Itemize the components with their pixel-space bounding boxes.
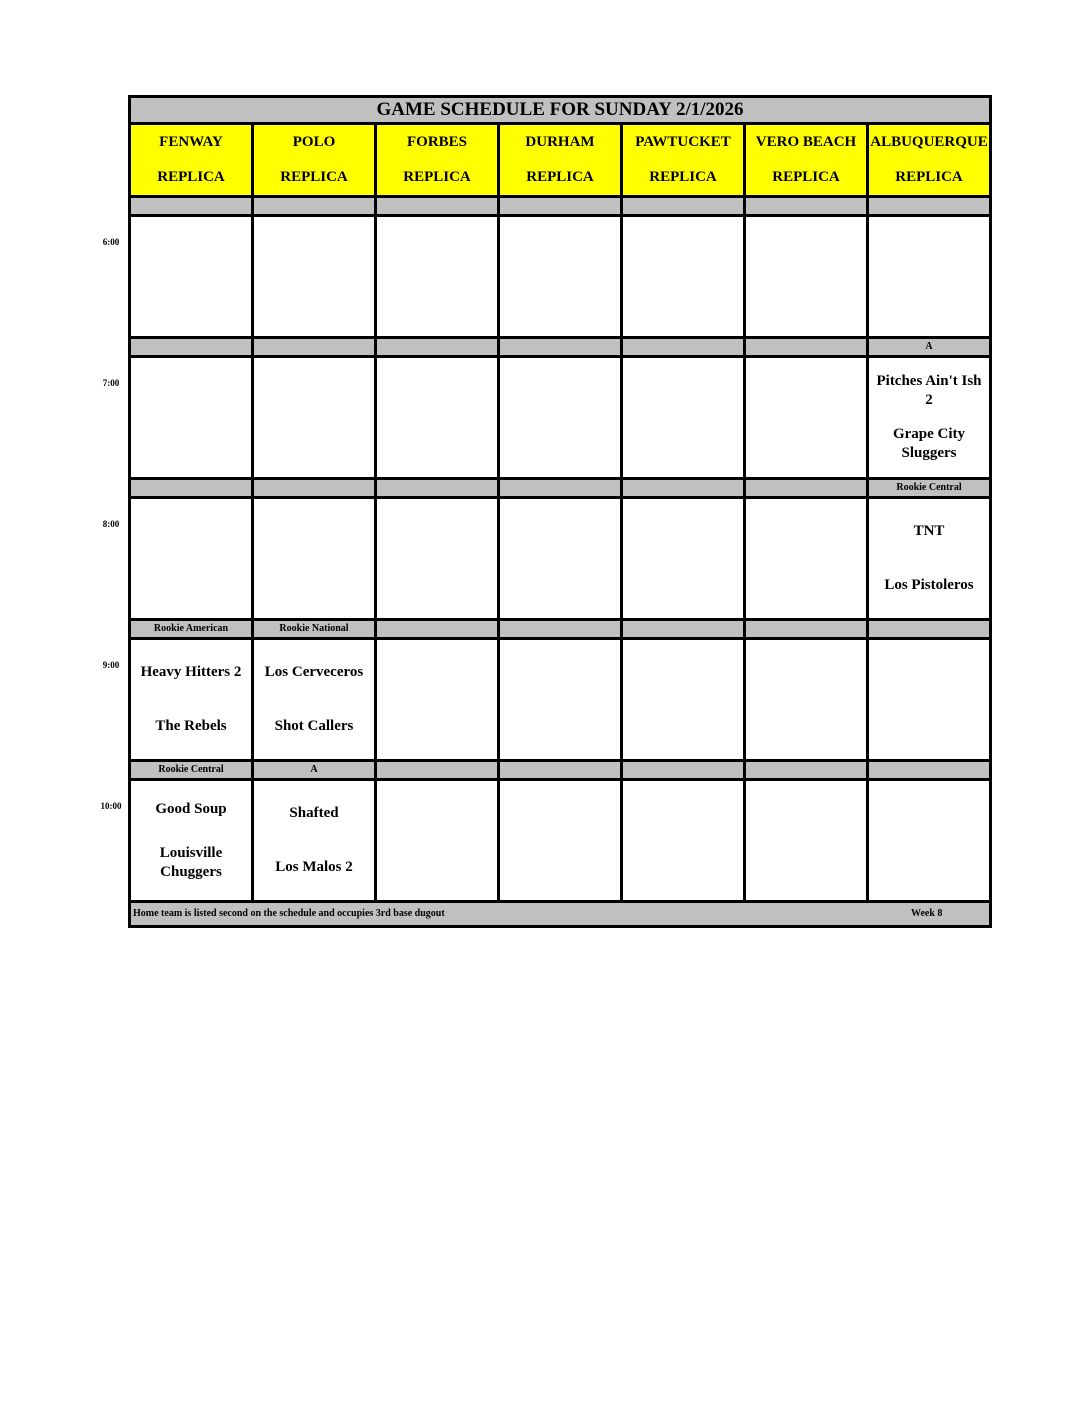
division-label — [500, 621, 620, 640]
division-label: Rookie American — [131, 621, 251, 640]
division-label — [623, 198, 743, 217]
division-label — [131, 480, 251, 499]
game-cell — [500, 499, 620, 621]
field-header — [746, 125, 866, 198]
field-name: POLO — [292, 134, 336, 150]
home-team: Los Pistoleros — [884, 576, 974, 593]
week-label: Week 8 — [911, 908, 943, 919]
away-team: Shafted — [289, 805, 339, 822]
division-label — [377, 339, 497, 358]
field-sub: REPLICA — [280, 169, 348, 185]
division-label: Rookie National — [254, 621, 374, 640]
division-label — [254, 480, 374, 499]
division-label — [623, 762, 743, 781]
division-label — [746, 762, 866, 781]
footer-note: Home team is listed second on the schedule and occupies 3rd base dugout — [133, 908, 445, 919]
game-cell — [131, 499, 251, 621]
schedule-table — [128, 95, 992, 928]
game-cell — [254, 499, 374, 621]
game-cell — [746, 358, 866, 480]
schedule-title: GAME SCHEDULE FOR SUNDAY 2/1/2026 — [131, 98, 989, 125]
division-label — [746, 621, 866, 640]
division-label — [131, 339, 251, 358]
field-header — [623, 125, 743, 198]
home-team: Louisville Chuggers — [159, 844, 223, 880]
division-label — [746, 198, 866, 217]
game-cell — [131, 358, 251, 480]
game-cell — [377, 640, 497, 762]
game-cell — [500, 217, 620, 339]
division-label — [500, 339, 620, 358]
division-label — [377, 198, 497, 217]
game-cell — [254, 358, 374, 480]
game-cell — [377, 358, 497, 480]
game-cell — [869, 358, 989, 480]
field-header — [869, 125, 989, 198]
away-team: Pitches Ain't Ish 2 — [876, 372, 982, 408]
schedule-footer — [131, 903, 989, 925]
field-header — [254, 125, 374, 198]
game-cell — [623, 499, 743, 621]
away-team: Heavy Hitters 2 — [140, 664, 242, 681]
field-name: DURHAM — [525, 134, 595, 150]
division-label — [377, 621, 497, 640]
division-label — [869, 762, 989, 781]
game-cell — [377, 781, 497, 903]
division-label — [869, 198, 989, 217]
game-cell — [500, 358, 620, 480]
field-sub: REPLICA — [649, 169, 717, 185]
time-label: 7:00 — [102, 378, 120, 388]
game-cell — [131, 781, 251, 903]
away-team: Los Cerveceros — [264, 664, 364, 681]
division-label — [377, 480, 497, 499]
division-label — [623, 621, 743, 640]
division-label — [623, 480, 743, 499]
time-label: 10:00 — [100, 801, 122, 811]
field-sub: REPLICA — [895, 169, 963, 185]
game-cell — [500, 640, 620, 762]
game-cell — [377, 499, 497, 621]
home-team: Los Malos 2 — [275, 858, 353, 875]
game-cell — [869, 640, 989, 762]
division-label — [500, 762, 620, 781]
field-header — [500, 125, 620, 198]
division-label — [131, 198, 251, 217]
division-label — [746, 339, 866, 358]
field-sub: REPLICA — [526, 169, 594, 185]
division-label: A — [869, 339, 989, 358]
field-sub: REPLICA — [403, 169, 471, 185]
game-cell — [131, 640, 251, 762]
division-label: Rookie Central — [869, 480, 989, 499]
field-name: FORBES — [406, 134, 467, 150]
division-label — [500, 480, 620, 499]
away-team: Good Soup — [155, 800, 227, 817]
division-label — [377, 762, 497, 781]
game-cell — [623, 640, 743, 762]
field-sub: REPLICA — [157, 169, 225, 185]
home-team: The Rebels — [155, 717, 227, 734]
home-team: Shot Callers — [274, 717, 354, 734]
division-label — [254, 339, 374, 358]
home-team: Grape City Sluggers — [892, 426, 966, 462]
game-cell — [869, 499, 989, 621]
game-cell — [869, 781, 989, 903]
field-header — [131, 125, 251, 198]
game-cell — [746, 217, 866, 339]
game-cell — [254, 217, 374, 339]
time-label: 8:00 — [102, 519, 120, 529]
time-label: 6:00 — [102, 237, 120, 247]
game-cell — [254, 781, 374, 903]
game-cell — [746, 781, 866, 903]
time-label: 9:00 — [102, 660, 120, 670]
division-label — [746, 480, 866, 499]
field-header — [377, 125, 497, 198]
field-name: FENWAY — [159, 134, 223, 150]
game-cell — [254, 640, 374, 762]
field-name: PAWTUCKET — [635, 134, 731, 150]
division-label: A — [254, 762, 374, 781]
division-label — [623, 339, 743, 358]
division-label: Rookie Central — [131, 762, 251, 781]
field-sub: REPLICA — [772, 169, 840, 185]
game-cell — [623, 217, 743, 339]
field-name: ALBUQUERQUE — [870, 134, 988, 150]
game-cell — [746, 640, 866, 762]
game-cell — [500, 781, 620, 903]
game-cell — [869, 217, 989, 339]
game-cell — [131, 217, 251, 339]
game-cell — [623, 781, 743, 903]
game-cell — [746, 499, 866, 621]
game-cell — [623, 358, 743, 480]
field-name: VERO BEACH — [755, 134, 857, 150]
division-label — [869, 621, 989, 640]
away-team: TNT — [913, 523, 945, 540]
division-label — [500, 198, 620, 217]
game-cell — [377, 217, 497, 339]
division-label — [254, 198, 374, 217]
